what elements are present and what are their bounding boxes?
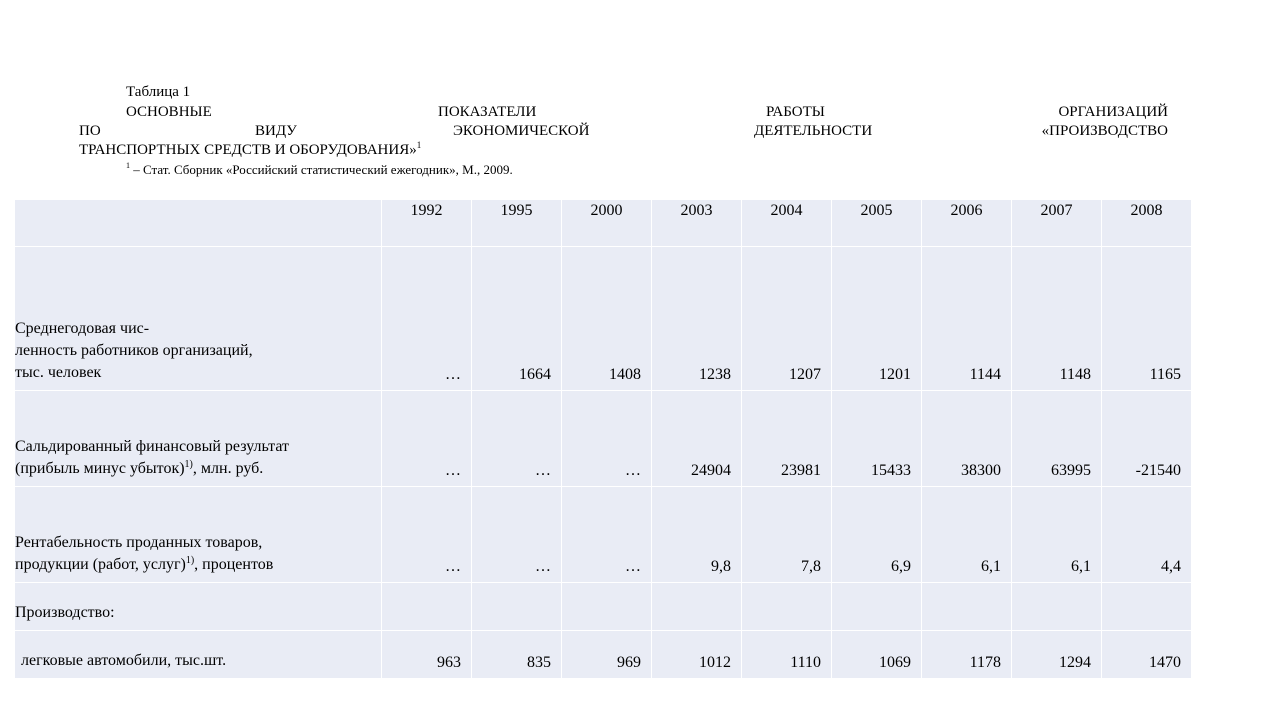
data-table [14,199,1192,679]
year-header: 2006 [922,200,1012,247]
footnote-marker: 1 [416,140,422,150]
empty-cell [1102,583,1192,631]
value-cell: 1148 [1012,247,1102,391]
footnote-marker: 1) [184,459,193,470]
value-cell: 963 [382,631,472,679]
value-cell: 38300 [922,391,1012,487]
value-cell: 1165 [1102,247,1192,391]
title-word: ВИДУ [255,123,297,139]
table-row [15,583,1192,631]
value-cell: … [382,391,472,487]
value-cell: 1408 [562,247,652,391]
value-cell: 24904 [652,391,742,487]
year-header: 2003 [652,200,742,247]
empty-cell [652,583,742,631]
value-cell: -21540 [1102,391,1192,487]
empty-cell [832,583,922,631]
table-row [15,247,1192,391]
title-word: ПОКАЗАТЕЛИ [438,104,537,120]
table-row [15,631,1192,679]
value-cell: 969 [562,631,652,679]
title-last-line: ТРАНСПОРТНЫХ СРЕДСТВ И ОБОРУДОВАНИЯ»$^1$ [79,140,422,158]
footnote-marker: 1 [126,161,130,170]
title-word: ПО [79,123,101,139]
value-cell: 1664 [472,247,562,391]
table-row [15,391,1192,487]
value-cell: 63995 [1012,391,1102,487]
year-header: 2005 [832,200,922,247]
value-cell: 1201 [832,247,922,391]
value-cell: … [562,487,652,583]
year-header: 1995 [472,200,562,247]
source-note: $^1$ – Стат. Сборник «Российский статистический ежегодник», М., 2009. [126,161,513,177]
title-word: РАБОТЫ [766,104,825,120]
title-word: «ПРОИЗВОДСТВО [1041,123,1168,139]
value-cell: … [472,391,562,487]
value-cell: 1178 [922,631,1012,679]
row-label: Сальдированный финансовый результат (прибыль минус убыток)$^{1)}$, млн. руб. [15,391,382,487]
value-cell: 23981 [742,391,832,487]
row-label: легковые автомобили, тыс.шт. [15,631,382,679]
year-header: 2007 [1012,200,1102,247]
value-cell: … [382,247,472,391]
footnote-marker: 1) [185,555,195,566]
value-cell: … [562,391,652,487]
empty-cell [742,583,832,631]
row-label: Рентабельность проданных товаров, продукции (работ, услуг)$^{1)}$, процентов [15,487,382,583]
value-cell: 9,8 [652,487,742,583]
empty-cell [472,583,562,631]
header-row [15,200,1192,247]
value-cell: 15433 [832,391,922,487]
value-cell: 7,8 [742,487,832,583]
value-cell: … [382,487,472,583]
value-cell: … [472,487,562,583]
value-cell: 1238 [652,247,742,391]
empty-cell [922,583,1012,631]
year-header: 2008 [1102,200,1192,247]
value-cell: 6,9 [832,487,922,583]
title-word: ЭКОНОМИЧЕСКОЙ [453,123,590,139]
table-number: Таблица 1 [126,84,191,100]
value-cell: 1144 [922,247,1012,391]
value-cell: 1470 [1102,631,1192,679]
year-header: 1992 [382,200,472,247]
title-word: ДЕЯТЕЛЬНОСТИ [754,123,873,139]
title-word: ОРГАНИЗАЦИЙ [1058,104,1168,120]
title-word: ОСНОВНЫЕ [126,104,212,120]
year-header: 2000 [562,200,652,247]
value-cell: 1207 [742,247,832,391]
value-cell: 4,4 [1102,487,1192,583]
empty-cell [1012,583,1102,631]
value-cell: 1012 [652,631,742,679]
row-label: Производство: [15,583,382,631]
value-cell: 6,1 [922,487,1012,583]
value-cell: 1069 [832,631,922,679]
value-cell: 1110 [742,631,832,679]
empty-cell [562,583,652,631]
year-header: 2004 [742,200,832,247]
table-row [15,487,1192,583]
value-cell: 6,1 [1012,487,1102,583]
row-label: Среднегодовая чис- ленность работников организаций, тыс. человек [15,247,382,391]
value-cell: 835 [472,631,562,679]
header-blank-cell [15,200,382,247]
empty-cell [382,583,472,631]
value-cell: 1294 [1012,631,1102,679]
